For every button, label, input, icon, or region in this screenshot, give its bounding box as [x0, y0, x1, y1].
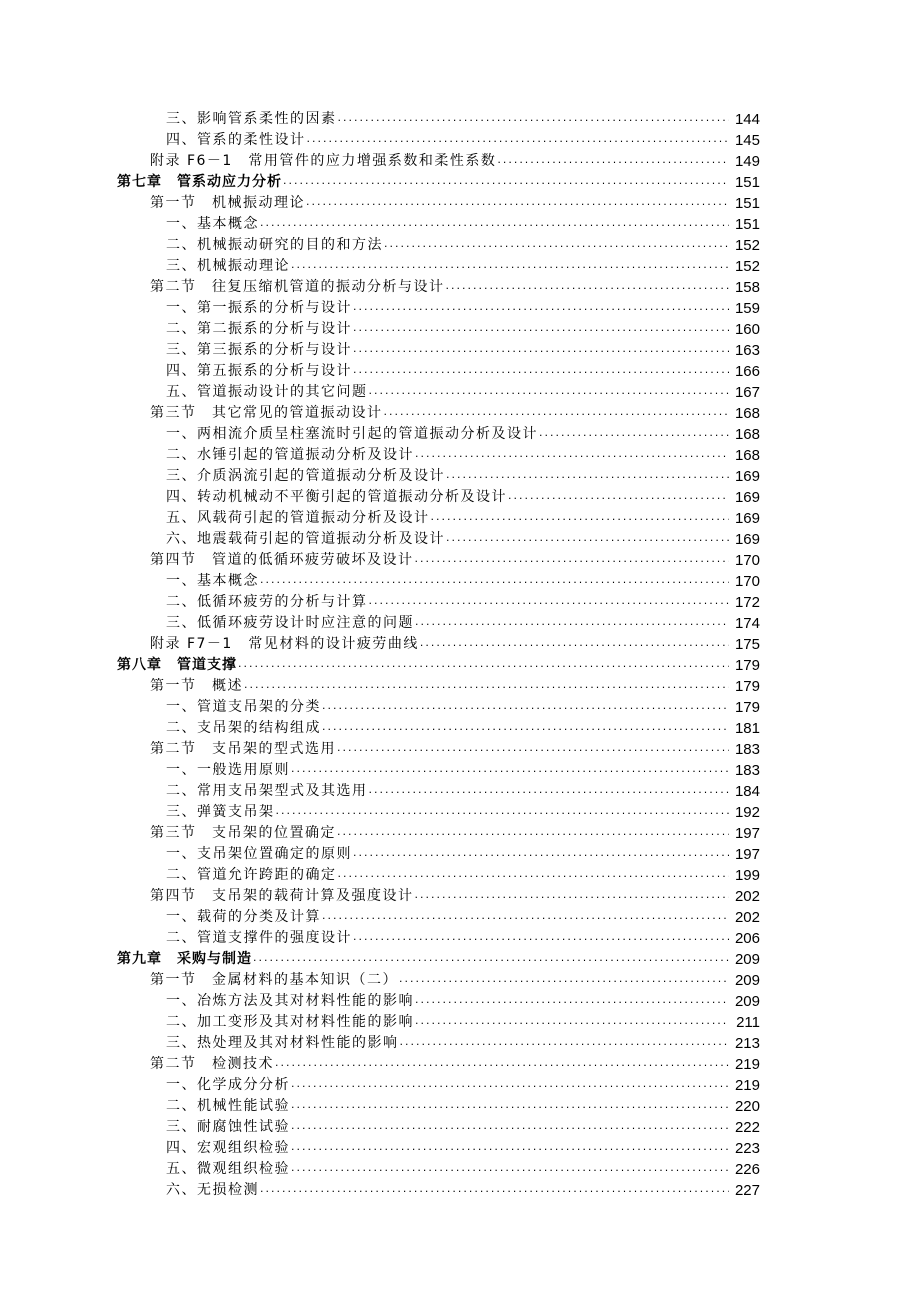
toc-subsection-entry[interactable]: [0, 760, 920, 781]
toc-entry-title: 一、管道支吊架的分类: [166, 699, 321, 715]
toc-entry-page-number: 151: [734, 195, 760, 212]
toc-subsection-entry[interactable]: [0, 214, 920, 235]
toc-entry-title: 二、第二振系的分析与设计: [166, 321, 352, 337]
toc-subsection-entry[interactable]: [0, 109, 920, 130]
toc-entry-title: 附录 F7－1 常见材料的设计疲劳曲线: [150, 636, 419, 652]
toc-entry-title: 三、机械振动理论: [166, 258, 290, 274]
toc-entry-title: 一、基本概念: [166, 573, 259, 589]
toc-entry-title: 第四节 支吊架的载荷计算及强度设计: [150, 888, 414, 904]
toc-entry-title: 一、第一振系的分析与设计: [166, 300, 352, 316]
toc-chapter-entry[interactable]: [0, 172, 920, 193]
toc-chapter-entry[interactable]: [0, 949, 920, 970]
toc-entry-title: 第四节 管道的低循环疲劳破坏及设计: [150, 552, 414, 568]
toc-subsection-entry[interactable]: [0, 424, 920, 445]
toc-section-entry[interactable]: [0, 151, 920, 172]
toc-leader-dots: [260, 214, 729, 235]
toc-leader-dots: [431, 508, 730, 529]
toc-entry-title: 一、支吊架位置确定的原则: [166, 846, 352, 862]
toc-subsection-entry[interactable]: [0, 802, 920, 823]
toc-section-entry[interactable]: [0, 277, 920, 298]
toc-leader-dots: [420, 634, 729, 655]
toc-leader-dots: [276, 802, 730, 823]
toc-entry-title: 三、低循环疲劳设计时应注意的问题: [166, 615, 414, 631]
toc-entry-page-number: 219: [734, 1077, 760, 1094]
toc-entry-title: 第一节 金属材料的基本知识（二）: [150, 972, 398, 988]
toc-leader-dots: [415, 991, 729, 1012]
toc-entry-page-number: 211: [736, 1014, 760, 1031]
toc-subsection-entry[interactable]: [0, 466, 920, 487]
toc-entry-page-number: 220: [734, 1098, 760, 1115]
toc-leader-dots: [446, 277, 730, 298]
toc-entry-page-number: 206: [734, 930, 760, 947]
toc-entry-title: 二、加工变形及其对材料性能的影响: [166, 1014, 414, 1030]
toc-subsection-entry[interactable]: [0, 487, 920, 508]
toc-section-entry[interactable]: [0, 193, 920, 214]
toc-section-entry[interactable]: [0, 739, 920, 760]
toc-entry-page-number: 184: [734, 783, 760, 800]
toc-leader-dots: [338, 865, 730, 886]
toc-entry-page-number: 213: [734, 1035, 760, 1052]
toc-entry-page-number: 192: [734, 804, 760, 821]
toc-entry-page-number: 170: [734, 552, 760, 569]
toc-subsection-entry[interactable]: [0, 571, 920, 592]
toc-section-entry[interactable]: [0, 886, 920, 907]
toc-subsection-entry[interactable]: [0, 361, 920, 382]
toc-entry-title: 二、低循环疲劳的分析与计算: [166, 594, 368, 610]
toc-entry-page-number: 183: [734, 741, 760, 758]
toc-subsection-entry[interactable]: [0, 991, 920, 1012]
toc-leader-dots: [400, 1033, 730, 1054]
toc-leader-dots: [291, 256, 729, 277]
toc-leader-dots: [338, 109, 730, 130]
toc-leader-dots: [415, 613, 729, 634]
toc-leader-dots: [353, 340, 729, 361]
toc-entry-page-number: 160: [734, 321, 760, 338]
toc-section-entry[interactable]: [0, 823, 920, 844]
toc-leader-dots: [291, 1096, 729, 1117]
toc-leader-dots: [306, 193, 729, 214]
toc-leader-dots: [238, 655, 729, 676]
toc-leader-dots: [275, 1054, 729, 1075]
toc-entry-title: 四、宏观组织检验: [166, 1140, 290, 1156]
toc-entry-page-number: 209: [734, 993, 760, 1010]
toc-leader-dots: [369, 592, 730, 613]
toc-entry-title: 三、耐腐蚀性试验: [166, 1119, 290, 1135]
toc-subsection-entry[interactable]: [0, 844, 920, 865]
toc-section-entry[interactable]: [0, 634, 920, 655]
toc-entry-page-number: 168: [734, 426, 760, 443]
toc-entry-title: 一、载荷的分类及计算: [166, 909, 321, 925]
toc-entry-page-number: 149: [734, 153, 760, 170]
toc-entry-page-number: 152: [734, 237, 760, 254]
toc-entry-page-number: 223: [734, 1140, 760, 1157]
toc-entry-title: 六、无损检测: [166, 1182, 259, 1198]
toc-subsection-entry[interactable]: [0, 298, 920, 319]
toc-entry-title: 三、热处理及其对材料性能的影响: [166, 1035, 399, 1051]
toc-entry-page-number: 158: [734, 279, 760, 296]
toc-entry-page-number: 168: [734, 447, 760, 464]
toc-entry-title: 一、冶炼方法及其对材料性能的影响: [166, 993, 414, 1009]
toc-entry-page-number: 172: [734, 594, 760, 611]
toc-subsection-entry[interactable]: [0, 445, 920, 466]
toc-subsection-entry[interactable]: [0, 1075, 920, 1096]
toc-subsection-entry[interactable]: [0, 928, 920, 949]
toc-entry-page-number: 222: [734, 1119, 760, 1136]
toc-entry-page-number: 159: [734, 300, 760, 317]
toc-subsection-entry[interactable]: [0, 592, 920, 613]
toc-entry-page-number: 197: [734, 846, 760, 863]
toc-leader-dots: [244, 676, 729, 697]
toc-leader-dots: [369, 781, 730, 802]
toc-subsection-entry[interactable]: [0, 508, 920, 529]
toc-entry-title: 二、管道允许跨距的确定: [166, 867, 337, 883]
toc-subsection-entry[interactable]: [0, 1180, 920, 1201]
toc-entry-title: 三、弹簧支吊架: [166, 804, 275, 820]
toc-entry-page-number: 226: [734, 1161, 760, 1178]
toc-leader-dots: [291, 1159, 729, 1180]
toc-leader-dots: [353, 928, 729, 949]
toc-leader-dots: [260, 571, 729, 592]
toc-entry-title: 附录 F6－1 常用管件的应力增强系数和柔性系数: [150, 153, 497, 169]
toc-leader-dots: [291, 1075, 729, 1096]
toc-entry-page-number: 202: [734, 888, 760, 905]
toc-leader-dots: [291, 1117, 729, 1138]
toc-section-entry[interactable]: [0, 676, 920, 697]
toc-entry-title: 四、管系的柔性设计: [166, 132, 306, 148]
toc-leader-dots: [353, 844, 729, 865]
toc-entry-page-number: 169: [734, 468, 760, 485]
toc-subsection-entry[interactable]: [0, 1159, 920, 1180]
toc-entry-title: 二、常用支吊架型式及其选用: [166, 783, 368, 799]
toc-entry-page-number: 145: [734, 132, 760, 149]
table-of-contents: [0, 109, 920, 1201]
toc-entry-title: 第一节 机械振动理论: [150, 195, 305, 211]
toc-leader-dots: [369, 382, 730, 403]
toc-entry-page-number: 174: [734, 615, 760, 632]
toc-entry-page-number: 168: [734, 405, 760, 422]
toc-entry-page-number: 179: [734, 657, 760, 674]
toc-entry-page-number: 219: [734, 1056, 760, 1073]
toc-entry-title: 第七章 管系动应力分析: [117, 174, 282, 190]
toc-entry-page-number: 166: [734, 363, 760, 380]
toc-leader-dots: [291, 760, 729, 781]
toc-subsection-entry[interactable]: [0, 1096, 920, 1117]
toc-entry-page-number: 169: [734, 531, 760, 548]
toc-entry-title: 二、机械振动研究的目的和方法: [166, 237, 383, 253]
toc-section-entry[interactable]: [0, 1054, 920, 1075]
toc-entry-page-number: 169: [734, 489, 760, 506]
toc-entry-title: 第三节 其它常见的管道振动设计: [150, 405, 383, 421]
toc-entry-page-number: 197: [734, 825, 760, 842]
toc-section-entry[interactable]: [0, 403, 920, 424]
toc-entry-title: 第三节 支吊架的位置确定: [150, 825, 336, 841]
toc-entry-title: 二、水锤引起的管道振动分析及设计: [166, 447, 414, 463]
toc-subsection-entry[interactable]: [0, 529, 920, 550]
toc-entry-page-number: 181: [734, 720, 760, 737]
toc-subsection-entry[interactable]: [0, 319, 920, 340]
toc-subsection-entry[interactable]: [0, 1117, 920, 1138]
toc-subsection-entry[interactable]: [0, 865, 920, 886]
toc-section-entry[interactable]: [0, 550, 920, 571]
toc-entry-title: 一、基本概念: [166, 216, 259, 232]
toc-leader-dots: [415, 1012, 729, 1033]
toc-leader-dots: [415, 886, 730, 907]
toc-entry-title: 第二节 往复压缩机管道的振动分析与设计: [150, 279, 445, 295]
toc-entry-page-number: 199: [734, 867, 760, 884]
toc-entry-page-number: 151: [734, 174, 760, 191]
toc-leader-dots: [322, 697, 729, 718]
toc-entry-title: 五、风载荷引起的管道振动分析及设计: [166, 510, 430, 526]
toc-entry-title: 二、机械性能试验: [166, 1098, 290, 1114]
toc-entry-page-number: 151: [734, 216, 760, 233]
toc-leader-dots: [291, 1138, 729, 1159]
toc-leader-dots: [283, 172, 729, 193]
toc-entry-title: 二、支吊架的结构组成: [166, 720, 321, 736]
toc-leader-dots: [353, 361, 729, 382]
toc-entry-page-number: 170: [734, 573, 760, 590]
toc-leader-dots: [415, 550, 730, 571]
toc-entry-title: 第二节 支吊架的型式选用: [150, 741, 336, 757]
toc-entry-page-number: 179: [734, 699, 760, 716]
toc-subsection-entry[interactable]: [0, 781, 920, 802]
toc-entry-page-number: 163: [734, 342, 760, 359]
toc-entry-page-number: 183: [734, 762, 760, 779]
toc-leader-dots: [337, 823, 729, 844]
toc-leader-dots: [337, 739, 729, 760]
toc-subsection-entry[interactable]: [0, 1138, 920, 1159]
toc-leader-dots: [497, 151, 729, 172]
toc-subsection-entry[interactable]: [0, 907, 920, 928]
toc-leader-dots: [253, 949, 729, 970]
toc-entry-title: 第九章 采购与制造: [117, 951, 252, 967]
toc-entry-title: 第一节 概述: [150, 678, 243, 694]
toc-subsection-entry[interactable]: [0, 235, 920, 256]
toc-leader-dots: [260, 1180, 729, 1201]
toc-leader-dots: [508, 487, 729, 508]
toc-leader-dots: [384, 235, 729, 256]
toc-leader-dots: [399, 970, 729, 991]
toc-leader-dots: [446, 466, 729, 487]
toc-entry-page-number: 152: [734, 258, 760, 275]
toc-entry-title: 第二节 检测技术: [150, 1056, 274, 1072]
toc-leader-dots: [307, 130, 730, 151]
toc-entry-title: 三、介质涡流引起的管道振动分析及设计: [166, 468, 445, 484]
toc-subsection-entry[interactable]: [0, 697, 920, 718]
toc-entry-page-number: 209: [734, 951, 760, 968]
toc-leader-dots: [384, 403, 730, 424]
toc-entry-page-number: 202: [734, 909, 760, 926]
toc-entry-title: 第八章 管道支撑: [117, 657, 237, 673]
toc-entry-page-number: 227: [734, 1182, 760, 1199]
toc-subsection-entry[interactable]: [0, 613, 920, 634]
toc-leader-dots: [322, 907, 729, 928]
toc-leader-dots: [539, 424, 729, 445]
toc-entry-page-number: 144: [734, 111, 760, 128]
toc-leader-dots: [322, 718, 729, 739]
toc-entry-title: 二、管道支撑件的强度设计: [166, 930, 352, 946]
toc-leader-dots: [415, 445, 729, 466]
toc-leader-dots: [446, 529, 729, 550]
toc-section-entry[interactable]: [0, 970, 920, 991]
toc-entry-title: 三、影响管系柔性的因素: [166, 111, 337, 127]
toc-leader-dots: [353, 319, 729, 340]
toc-entry-title: 四、第五振系的分析与设计: [166, 363, 352, 379]
toc-chapter-entry[interactable]: [0, 655, 920, 676]
toc-entry-title: 一、两相流介质呈柱塞流时引起的管道振动分析及设计: [166, 426, 538, 442]
toc-entry-title: 一、一般选用原则: [166, 762, 290, 778]
toc-subsection-entry[interactable]: [0, 382, 920, 403]
toc-entry-title: 三、第三振系的分析与设计: [166, 342, 352, 358]
toc-subsection-entry[interactable]: [0, 256, 920, 277]
toc-entry-page-number: 175: [734, 636, 760, 653]
toc-entry-title: 四、转动机械动不平衡引起的管道振动分析及设计: [166, 489, 507, 505]
toc-entry-page-number: 209: [734, 972, 760, 989]
toc-subsection-entry[interactable]: [0, 130, 920, 151]
toc-entry-title: 五、微观组织检验: [166, 1161, 290, 1177]
toc-subsection-entry[interactable]: [0, 718, 920, 739]
toc-subsection-entry[interactable]: [0, 340, 920, 361]
toc-leader-dots: [353, 298, 729, 319]
toc-subsection-entry[interactable]: [0, 1012, 920, 1033]
toc-entry-page-number: 169: [734, 510, 760, 527]
toc-entry-title: 一、化学成分分析: [166, 1077, 290, 1093]
toc-entry-title: 五、管道振动设计的其它问题: [166, 384, 368, 400]
toc-entry-title: 六、地震载荷引起的管道振动分析及设计: [166, 531, 445, 547]
toc-subsection-entry[interactable]: [0, 1033, 920, 1054]
toc-entry-page-number: 179: [734, 678, 760, 695]
toc-entry-page-number: 167: [734, 384, 760, 401]
